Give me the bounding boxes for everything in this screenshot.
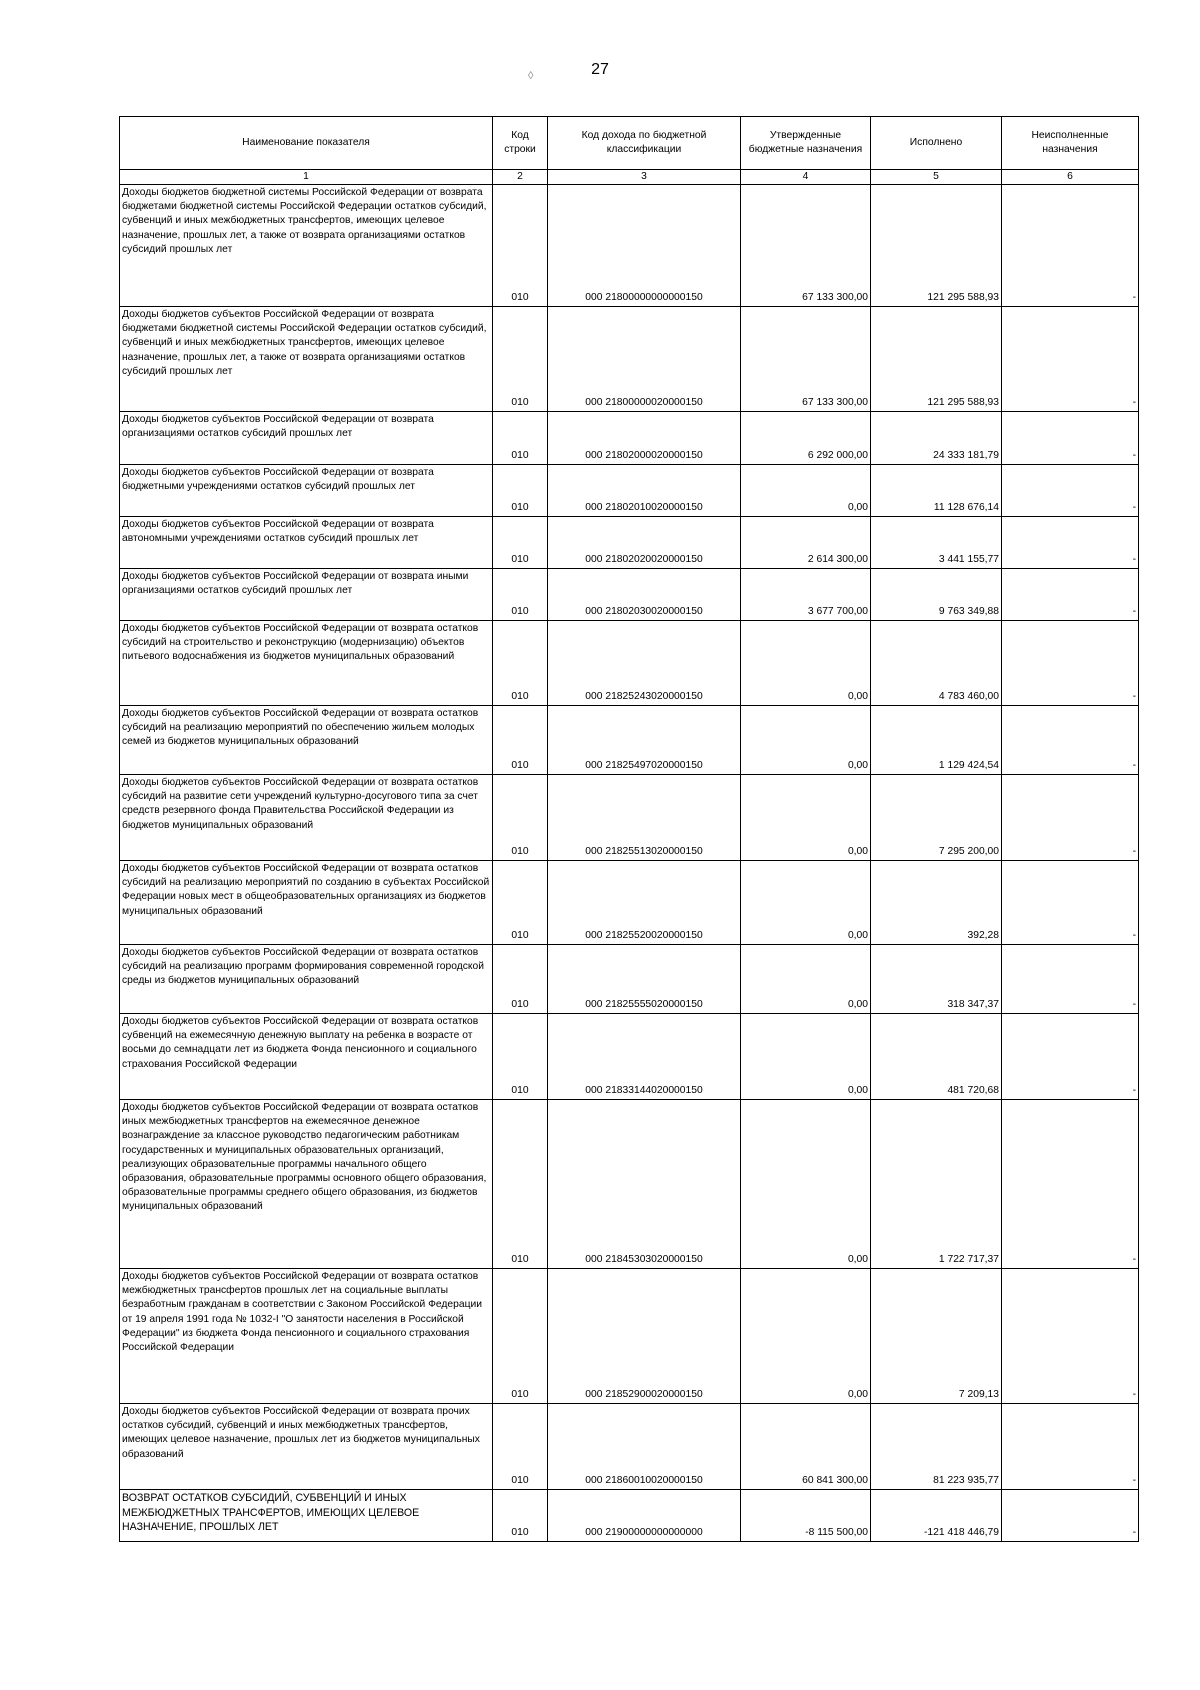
row-executed: 24 333 181,79: [871, 412, 1002, 465]
table-row: [120, 412, 1139, 465]
row-name: Доходы бюджетов субъектов Российской Федерации от возврата остатков межбюджетных трансфертов прошлых лет на социальные выплаты безработным гражданам в соответствии с Законом Российской Федерации от 19 апреля 1991 года № 1032-I "О занятости населения в Российской Федерации" из бюджета Фонда пенсионного и социального страхования Российской Федерации: [120, 1269, 493, 1404]
row-executed: 481 720,68: [871, 1014, 1002, 1100]
column-number: 1: [120, 170, 493, 185]
row-income-code: 000 21845303020000150: [548, 1100, 741, 1269]
table-row-total: [120, 1490, 1139, 1542]
header-line-code: Код строки: [493, 117, 548, 170]
page-number: 27: [591, 61, 609, 78]
row-unexecuted: -: [1002, 185, 1139, 307]
row-line-code: 010: [493, 1100, 548, 1269]
header-income-code: Код дохода по бюджетной классификации: [548, 117, 741, 170]
row-approved: 0,00: [741, 945, 871, 1014]
column-number: 4: [741, 170, 871, 185]
table-row: [120, 861, 1139, 945]
row-income-code: 000 21800000020000150: [548, 307, 741, 412]
row-executed: 9 763 349,88: [871, 569, 1002, 621]
header-executed: Исполнено: [871, 117, 1002, 170]
row-name: Доходы бюджетов субъектов Российской Федерации от возврата бюджетами бюджетной системы Российской Федерации остатков субсидий, субвенций и иных межбюджетных трансфертов, имеющих целевое назначение, прошлых лет, а также от возврата организациями остатков субсидий прошлых лет: [120, 307, 493, 412]
row-name: Доходы бюджетов субъектов Российской Федерации от возврата организациями остатков субсидий прошлых лет: [120, 412, 493, 465]
row-income-code: 000 21802030020000150: [548, 569, 741, 621]
table-row: [120, 185, 1139, 307]
table-row: [120, 307, 1139, 412]
row-line-code: 010: [493, 412, 548, 465]
row-line-code: 010: [493, 1404, 548, 1490]
row-line-code: 010: [493, 1014, 548, 1100]
row-name: Доходы бюджетов субъектов Российской Федерации от возврата иными организациями остатков субсидий прошлых лет: [120, 569, 493, 621]
row-name: Доходы бюджетов субъектов Российской Федерации от возврата остатков субвенций на ежемесячную денежную выплату на ребенка в возрасте от восьми до семнадцати лет из бюджета Фонда пенсионного и социального страхования Российской Федерации: [120, 1014, 493, 1100]
row-approved: 6 292 000,00: [741, 412, 871, 465]
row-income-code: 000 21825520020000150: [548, 861, 741, 945]
row-name: Доходы бюджетов бюджетной системы Российской Федерации от возврата бюджетами бюджетной системы Российской Федерации остатков субсидий, субвенций и иных межбюджетных трансфертов, имеющих целевое назначение, прошлых лет, а также от возврата организациями остатков субсидий прошлых лет: [120, 185, 493, 307]
row-name: Доходы бюджетов субъектов Российской Федерации от возврата остатков иных межбюджетных трансфертов на ежемесячное денежное вознаграждение за классное руководство педагогическим работникам государственных и муниципальных образовательных организаций, реализующих образовательные программы начального общего образования, образовательные программы основного общего образования, образовательные программы среднего общего образования, из бюджетов муниципальных образований: [120, 1100, 493, 1269]
row-income-code: 000 21825555020000150: [548, 945, 741, 1014]
row-name: Доходы бюджетов субъектов Российской Федерации от возврата остатков субсидий на строительство и реконструкцию (модернизацию) объектов питьевого водоснабжения из бюджетов муниципальных образований: [120, 621, 493, 706]
row-unexecuted: -: [1002, 569, 1139, 621]
row-approved: 67 133 300,00: [741, 185, 871, 307]
row-approved: -8 115 500,00: [741, 1490, 871, 1542]
row-unexecuted: -: [1002, 861, 1139, 945]
row-line-code: 010: [493, 465, 548, 517]
table-row: [120, 569, 1139, 621]
row-unexecuted: -: [1002, 412, 1139, 465]
table-row: [120, 775, 1139, 861]
row-income-code: 000 21802000020000150: [548, 412, 741, 465]
row-income-code: 000 21800000000000150: [548, 185, 741, 307]
row-line-code: 010: [493, 569, 548, 621]
row-approved: 3 677 700,00: [741, 569, 871, 621]
table-row: [120, 1269, 1139, 1404]
row-executed: 3 441 155,77: [871, 517, 1002, 569]
row-name: Доходы бюджетов субъектов Российской Федерации от возврата остатков субсидий на реализацию программ формирования современной городской среды из бюджетов муниципальных образований: [120, 945, 493, 1014]
row-line-code: 010: [493, 517, 548, 569]
row-line-code: 010: [493, 621, 548, 706]
table-row: [120, 1014, 1139, 1100]
row-line-code: 010: [493, 861, 548, 945]
column-number: 6: [1002, 170, 1139, 185]
row-unexecuted: -: [1002, 1404, 1139, 1490]
row-unexecuted: -: [1002, 1490, 1139, 1542]
header-unexecuted: Неисполненные назначения: [1002, 117, 1139, 170]
row-line-code: 010: [493, 1490, 548, 1542]
header-indicator-name: Наименование показателя: [120, 117, 493, 170]
row-approved: 0,00: [741, 706, 871, 775]
row-approved: 0,00: [741, 861, 871, 945]
column-number: 5: [871, 170, 1002, 185]
row-line-code: 010: [493, 1269, 548, 1404]
row-executed: 7 295 200,00: [871, 775, 1002, 861]
row-income-code: 000 21825513020000150: [548, 775, 741, 861]
row-line-code: 010: [493, 185, 548, 307]
row-executed: 4 783 460,00: [871, 621, 1002, 706]
row-name: Доходы бюджетов субъектов Российской Федерации от возврата остатков субсидий на развитие сети учреждений культурно-досугового типа за счет средств резервного фонда Правительства Российской Федерации из бюджетов муниципальных образований: [120, 775, 493, 861]
table-row: [120, 465, 1139, 517]
table-row: [120, 706, 1139, 775]
row-income-code: 000 21852900020000150: [548, 1269, 741, 1404]
row-executed: 318 347,37: [871, 945, 1002, 1014]
row-executed: 81 223 935,77: [871, 1404, 1002, 1490]
table-row: [120, 621, 1139, 706]
row-executed: 392,28: [871, 861, 1002, 945]
row-income-code: 000 21833144020000150: [548, 1014, 741, 1100]
row-name: Доходы бюджетов субъектов Российской Федерации от возврата остатков субсидий на реализацию мероприятий по обеспечению жильем молодых семей из бюджетов муниципальных образований: [120, 706, 493, 775]
row-executed: 1 129 424,54: [871, 706, 1002, 775]
row-unexecuted: -: [1002, 621, 1139, 706]
row-approved: 0,00: [741, 465, 871, 517]
row-approved: 0,00: [741, 1014, 871, 1100]
row-approved: 0,00: [741, 775, 871, 861]
row-line-code: 010: [493, 706, 548, 775]
scan-artifact: ◊: [528, 70, 534, 82]
row-approved: 2 614 300,00: [741, 517, 871, 569]
table-row: [120, 1404, 1139, 1490]
row-income-code: 000 21802010020000150: [548, 465, 741, 517]
row-name: Доходы бюджетов субъектов Российской Федерации от возврата прочих остатков субсидий, субвенций и иных межбюджетных трансфертов, имеющих целевое назначение, прошлых лет из бюджетов муниципальных образований: [120, 1404, 493, 1490]
row-executed: -121 418 446,79: [871, 1490, 1002, 1542]
row-executed: 1 722 717,37: [871, 1100, 1002, 1269]
row-unexecuted: -: [1002, 465, 1139, 517]
header-row: [120, 117, 1139, 170]
row-income-code: 000 21860010020000150: [548, 1404, 741, 1490]
row-unexecuted: -: [1002, 945, 1139, 1014]
row-approved: 0,00: [741, 1100, 871, 1269]
table-row: [120, 945, 1139, 1014]
row-income-code: 000 21825497020000150: [548, 706, 741, 775]
row-name: Доходы бюджетов субъектов Российской Федерации от возврата бюджетными учреждениями остатков субсидий прошлых лет: [120, 465, 493, 517]
table-row: [120, 1100, 1139, 1269]
row-executed: 121 295 588,93: [871, 307, 1002, 412]
row-name: Доходы бюджетов субъектов Российской Федерации от возврата остатков субсидий на реализацию мероприятий по созданию в субъектах Российской Федерации новых мест в общеобразовательных организациях из бюджетов муниципальных образований: [120, 861, 493, 945]
row-executed: 121 295 588,93: [871, 185, 1002, 307]
row-income-code: 000 21802020020000150: [548, 517, 741, 569]
row-line-code: 010: [493, 945, 548, 1014]
row-executed: 7 209,13: [871, 1269, 1002, 1404]
budget-revenue-table: [119, 116, 1139, 1542]
column-number: 3: [548, 170, 741, 185]
row-income-code: 000 21900000000000000: [548, 1490, 741, 1542]
row-name: ВОЗВРАТ ОСТАТКОВ СУБСИДИЙ, СУБВЕНЦИЙ И ИНЫХ МЕЖБЮДЖЕТНЫХ ТРАНСФЕРТОВ, ИМЕЮЩИХ ЦЕЛЕВОЕ НАЗНАЧЕНИЕ, ПРОШЛЫХ ЛЕТ: [120, 1490, 493, 1542]
row-unexecuted: -: [1002, 1100, 1139, 1269]
row-income-code: 000 21825243020000150: [548, 621, 741, 706]
column-number-row: [120, 170, 1139, 185]
column-number: 2: [493, 170, 548, 185]
row-line-code: 010: [493, 307, 548, 412]
row-unexecuted: -: [1002, 706, 1139, 775]
row-line-code: 010: [493, 775, 548, 861]
row-approved: 60 841 300,00: [741, 1404, 871, 1490]
row-executed: 11 128 676,14: [871, 465, 1002, 517]
header-approved: Утвержденные бюджетные назначения: [741, 117, 871, 170]
row-unexecuted: -: [1002, 1269, 1139, 1404]
row-unexecuted: -: [1002, 307, 1139, 412]
row-unexecuted: -: [1002, 517, 1139, 569]
row-name: Доходы бюджетов субъектов Российской Федерации от возврата автономными учреждениями остатков субсидий прошлых лет: [120, 517, 493, 569]
row-approved: 67 133 300,00: [741, 307, 871, 412]
row-approved: 0,00: [741, 1269, 871, 1404]
row-unexecuted: -: [1002, 775, 1139, 861]
row-unexecuted: -: [1002, 1014, 1139, 1100]
table-row: [120, 517, 1139, 569]
row-approved: 0,00: [741, 621, 871, 706]
